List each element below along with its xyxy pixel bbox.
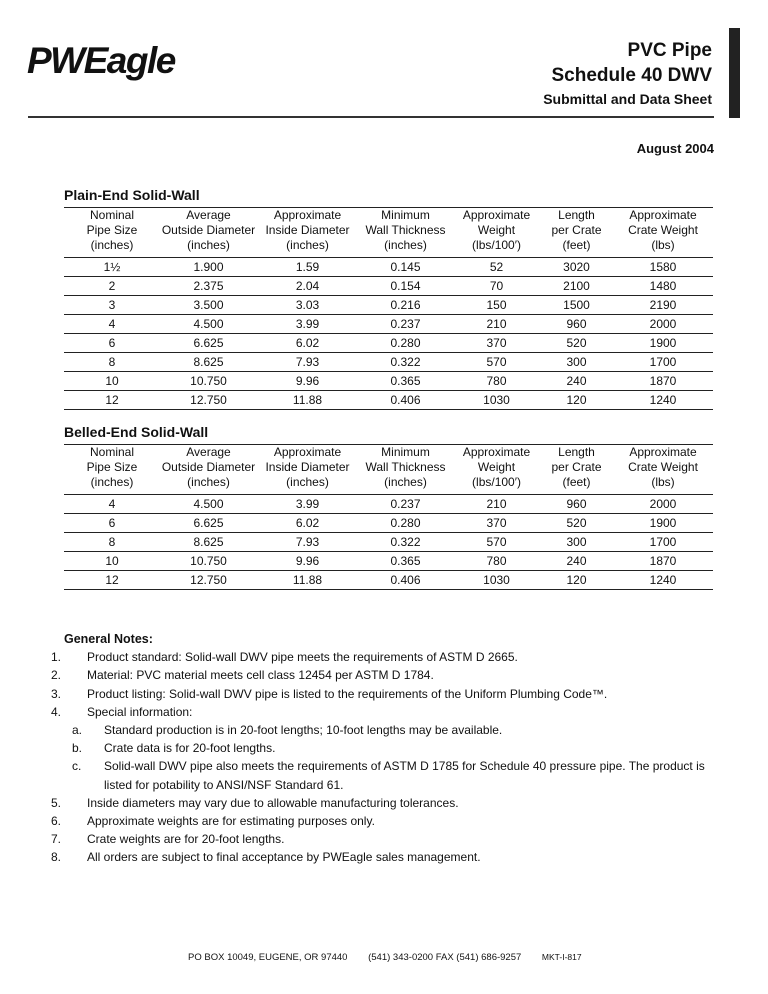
table-cell: 12.750 [160,391,257,410]
notes-title: General Notes: [64,632,153,646]
note-item [51,648,724,666]
table-row [64,353,713,372]
table-cell: 1½ [64,258,160,277]
column-header-line: Wall Thickness [365,223,446,237]
table-cell: 10 [64,372,160,391]
table-cell: 960 [540,495,613,514]
note-number: 8. [51,850,62,865]
table-cell: 520 [540,334,613,353]
table-cell: 12.750 [160,571,257,590]
table-cell: 6 [64,514,160,533]
table-cell: 4.500 [160,315,257,334]
sub-note-item [64,721,724,739]
column-header-line: Approximate [462,208,531,222]
table-cell: 0.322 [358,533,453,552]
column-header-line: Approximate [273,208,342,222]
note-text: Material: PVC material meets cell class 12454 per ASTM D 1784. [87,668,434,683]
footer-phone: (541) 343-0200 FAX (541) 686-9257 [368,952,522,963]
footer-code: MKT-I-817 [541,952,582,962]
note-item [51,848,724,866]
table-row [64,391,713,410]
note-item [51,703,724,721]
table-cell: 8 [64,353,160,372]
table-cell: 210 [453,315,540,334]
table-cell: 570 [453,533,540,552]
table-cell: 6.02 [257,514,358,533]
table-cell: 2 [64,277,160,296]
note-item [51,794,724,812]
table-cell: 1870 [613,552,713,571]
note-text: Special information: [87,704,193,719]
table-row [64,533,713,552]
table-cell: 120 [540,571,613,590]
column-header-line: Crate Weight [628,223,698,237]
note-text: Crate weights are for 20-foot lengths. [87,832,285,847]
table-cell: 6.02 [257,334,358,353]
table-cell: 300 [540,533,613,552]
note-number: 1. [51,650,62,665]
column-header-line: per Crate [551,460,602,474]
column-header-line: (inches) [90,238,134,252]
table-cell: 1500 [540,296,613,315]
column-header [453,208,540,258]
column-header-line: (feet) [562,475,591,489]
note-number: 6. [51,814,62,829]
table-cell: 1030 [453,571,540,590]
table-cell: 10.750 [160,552,257,571]
table-cell: 0.280 [358,514,453,533]
company-logo: PWEagle [27,40,175,81]
column-header [540,208,613,258]
table-cell: 120 [540,391,613,410]
section-title-belled-end: Belled-End Solid-Wall [64,424,209,440]
column-header-line: (lbs) [651,475,675,489]
plain-end-table [64,207,713,410]
column-header-line: (inches) [384,238,427,252]
table-cell: 570 [453,353,540,372]
table-cell: 0.322 [358,353,453,372]
header-divider [28,116,714,118]
note-number: 7. [51,832,62,847]
table-cell: 1.59 [257,258,358,277]
column-header-line: (inches) [187,475,230,489]
table-cell: 10.750 [160,372,257,391]
column-header [64,445,160,495]
table-cell: 370 [453,514,540,533]
table-cell: 2.04 [257,277,358,296]
sub-note-letter: c. [72,759,82,774]
table-cell: 4 [64,495,160,514]
column-header [358,445,453,495]
sub-note-text: Standard production is in 20-foot lengths; 10-foot lengths may be available. [104,723,503,738]
table-cell: 1240 [613,391,713,410]
column-header [613,208,713,258]
note-number: 3. [51,686,62,701]
note-text: Approximate weights are for estimating purposes only. [87,814,375,829]
column-header-line: (lbs) [651,238,675,252]
column-header [257,208,358,258]
table-cell: 0.280 [358,334,453,353]
note-number: 2. [51,668,62,683]
sub-note-item [64,739,724,757]
title-line-2: Schedule 40 DWV [551,65,712,86]
note-number: 5. [51,795,62,810]
table-row [64,258,713,277]
column-header [613,445,713,495]
column-header-line: Approximate [629,445,697,459]
table-header-row [64,208,713,258]
table-cell: 11.88 [257,391,358,410]
table-cell: 0.406 [358,571,453,590]
note-text: Inside diameters may vary due to allowable manufacturing tolerances. [87,795,459,810]
column-header-line: (feet) [562,238,591,252]
table-cell: 2.375 [160,277,257,296]
column-header-line: Nominal [89,208,134,222]
table-cell: 240 [540,372,613,391]
table-header-row [64,445,713,495]
belled-end-table [64,444,713,590]
note-item [51,666,724,684]
table-cell: 150 [453,296,540,315]
footer-address: PO BOX 10049, EUGENE, OR 97440 [188,952,348,963]
table-row [64,277,713,296]
note-text: All orders are subject to final acceptance by PWEagle sales management. [87,850,481,865]
table-cell: 370 [453,334,540,353]
table-cell: 8.625 [160,533,257,552]
table-cell: 2000 [613,315,713,334]
table-cell: 8.625 [160,353,257,372]
table-cell: 780 [453,372,540,391]
table-row [64,296,713,315]
table-cell: 1240 [613,571,713,590]
table-cell: 6.625 [160,334,257,353]
table-cell: 520 [540,514,613,533]
sub-note-letter: b. [72,741,83,756]
column-header-line: Pipe Size [86,460,138,474]
table-cell: 240 [540,552,613,571]
section-title-plain-end: Plain-End Solid-Wall [64,187,200,203]
table-cell: 1900 [613,514,713,533]
table-cell: 52 [453,258,540,277]
table-cell: 960 [540,315,613,334]
table-cell: 3 [64,296,160,315]
note-number: 4. [51,704,62,719]
column-header-line: Crate Weight [628,460,698,474]
table-cell: 0.216 [358,296,453,315]
column-header [358,208,453,258]
table-cell: 210 [453,495,540,514]
table-cell: 70 [453,277,540,296]
column-header-line: Approximate [462,445,531,459]
note-text: Product standard: Solid-wall DWV pipe meets the requirements of ASTM D 2665. [87,650,518,665]
table-cell: 1870 [613,372,713,391]
title-line-1: PVC Pipe [627,40,712,61]
table-cell: 9.96 [257,372,358,391]
column-header [160,445,257,495]
table-cell: 1.900 [160,258,257,277]
table-cell: 0.365 [358,372,453,391]
table-cell: 0.154 [358,277,453,296]
column-header-line: Inside Diameter [265,223,350,237]
sub-note-text: Crate data is for 20-foot lengths. [104,741,276,756]
document-title-block [543,38,712,110]
table-cell: 1900 [613,334,713,353]
document-date: August 2004 [636,141,714,156]
note-item [51,812,724,830]
footer [188,952,582,963]
column-header-line: Outside Diameter [161,223,256,237]
side-bar-decoration [729,28,740,118]
table-cell: 7.93 [257,353,358,372]
table-cell: 0.237 [358,315,453,334]
column-header-line: Length [558,208,595,222]
table-cell: 6 [64,334,160,353]
general-notes [51,630,724,867]
table-cell: 2100 [540,277,613,296]
table-cell: 1700 [613,533,713,552]
table-cell: 3.99 [257,315,358,334]
column-header-line: Average [186,445,231,459]
table-cell: 3.03 [257,296,358,315]
note-item [51,685,724,703]
column-header-line: (inches) [286,238,329,252]
column-header-line: Weight [477,223,516,237]
column-header [540,445,613,495]
table-row [64,552,713,571]
table-cell: 2190 [613,296,713,315]
table-row [64,514,713,533]
column-header-line: per Crate [551,223,602,237]
table-cell: 1700 [613,353,713,372]
column-header-line: Outside Diameter [161,460,256,474]
column-header-line: Inside Diameter [265,460,350,474]
column-header-line: (lbs/100′) [472,238,521,252]
table-cell: 4 [64,315,160,334]
note-item [51,830,724,848]
column-header-line: (inches) [187,238,230,252]
table-cell: 8 [64,533,160,552]
table-cell: 3020 [540,258,613,277]
table-cell: 3.500 [160,296,257,315]
table-row [64,334,713,353]
column-header-line: Nominal [89,445,134,459]
table-row [64,495,713,514]
column-header [160,208,257,258]
table-cell: 2000 [613,495,713,514]
column-header-line: Minimum [381,445,430,459]
sub-note-text: Solid-wall DWV pipe also meets the requirements of ASTM D 1785 for Schedule 40 pressure pipe. The product is listed for potability to ANSI/NSF Standard 61. [104,759,705,792]
note-text: Product listing: Solid-wall DWV pipe is listed to the requirements of the Uniform Plumbing Code™. [87,686,608,701]
column-header-line: Minimum [381,208,430,222]
table-cell: 1030 [453,391,540,410]
table-cell: 12 [64,391,160,410]
table-cell: 0.365 [358,552,453,571]
table-cell: 12 [64,571,160,590]
table-cell: 9.96 [257,552,358,571]
table-row [64,315,713,334]
column-header [257,445,358,495]
column-header-line: Average [186,208,231,222]
column-header-line: (lbs/100′) [472,475,521,489]
table-cell: 11.88 [257,571,358,590]
table-cell: 0.406 [358,391,453,410]
column-header-line: Approximate [629,208,697,222]
column-header-line: Approximate [273,445,342,459]
column-header [453,445,540,495]
column-header-line: (inches) [90,475,134,489]
column-header-line: Wall Thickness [365,460,446,474]
column-header-line: Pipe Size [86,223,138,237]
table-row [64,571,713,590]
sub-note-letter: a. [72,723,83,738]
table-cell: 0.237 [358,495,453,514]
table-cell: 1580 [613,258,713,277]
table-cell: 3.99 [257,495,358,514]
column-header-line: (inches) [286,475,329,489]
table-cell: 4.500 [160,495,257,514]
table-row [64,372,713,391]
table-cell: 0.145 [358,258,453,277]
table-cell: 300 [540,353,613,372]
table-cell: 10 [64,552,160,571]
table-cell: 780 [453,552,540,571]
column-header [64,208,160,258]
subtitle: Submittal and Data Sheet [543,91,712,107]
column-header-line: Length [558,445,595,459]
table-cell: 1480 [613,277,713,296]
table-cell: 7.93 [257,533,358,552]
column-header-line: Weight [477,460,516,474]
column-header-line: (inches) [384,475,427,489]
sub-note-item [64,757,724,793]
table-cell: 6.625 [160,514,257,533]
